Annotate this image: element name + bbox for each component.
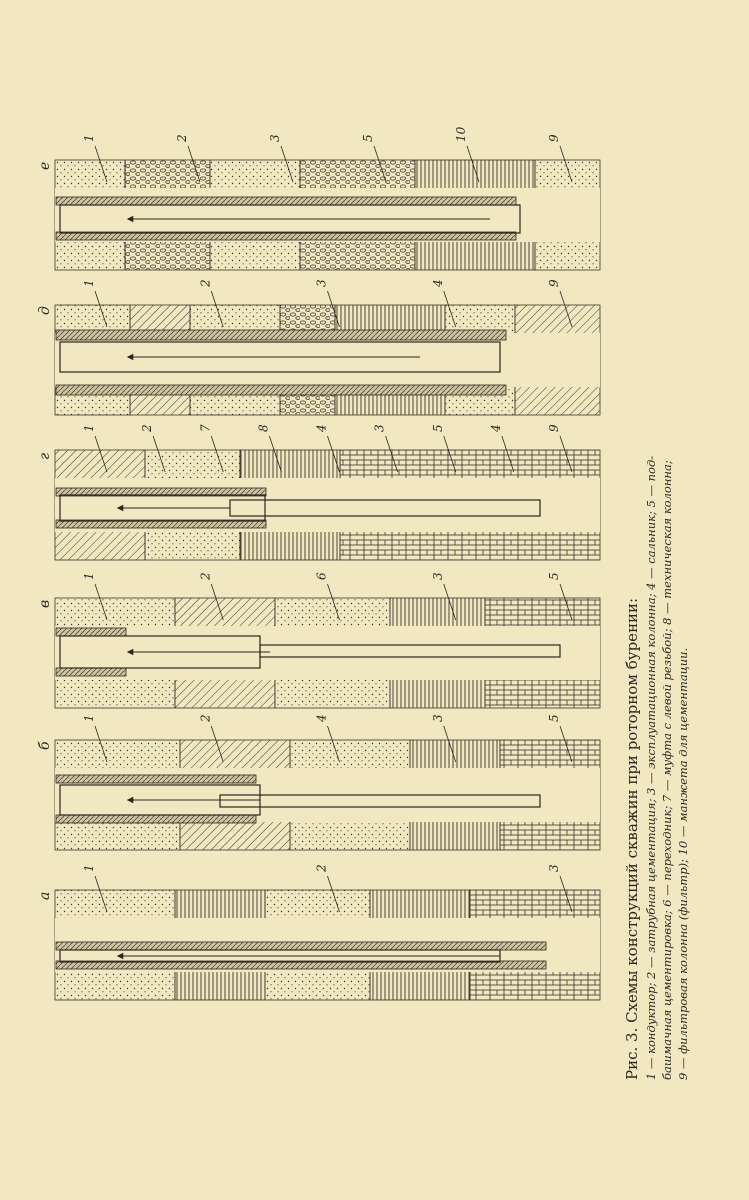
- cement-band: [56, 330, 506, 340]
- callout-number: 1: [82, 424, 96, 432]
- panel-e: [37, 126, 600, 270]
- caption-line-1: 1 — кондуктор; 2 — затрубная цементация; 3 — эксплуатационная колонна; 4 — сальник; 5 — под-: [644, 455, 658, 1080]
- callout-number: 9: [547, 424, 561, 432]
- panel-label: д: [37, 306, 53, 315]
- panel-v: [37, 572, 600, 708]
- cement-band: [56, 197, 516, 205]
- callout-number: 2: [198, 572, 213, 580]
- callout-number: 4: [488, 424, 503, 432]
- panel-b: [37, 714, 600, 850]
- callout-number: 1: [82, 134, 96, 142]
- callout-number: 4: [314, 714, 329, 722]
- callout-number: 2: [314, 864, 329, 872]
- callout-number: 3: [268, 134, 282, 142]
- callout-number: 1: [82, 572, 96, 580]
- callout-number: 7: [198, 424, 213, 432]
- callout-number: 8: [256, 424, 271, 432]
- callout-number: 3: [372, 424, 387, 432]
- caption-line-3: 9 — фильтровая колонна (фильтр); 10 — манжета для цементации.: [676, 647, 690, 1080]
- callout-number: 4: [314, 424, 329, 432]
- panel-label: г: [37, 452, 53, 460]
- callout-number: 3: [430, 572, 445, 580]
- callout-number: 1: [82, 279, 96, 287]
- callout-number: 9: [547, 279, 561, 287]
- callout-number: 2: [198, 279, 213, 287]
- cement-band: [56, 815, 256, 823]
- panel-label: е: [37, 161, 53, 170]
- panel-label: б: [37, 741, 53, 750]
- callout-number: 3: [430, 714, 445, 722]
- cement-band: [56, 668, 126, 676]
- callout-number: 3: [547, 864, 561, 872]
- callout-number: 9: [547, 134, 561, 142]
- well-bore: [55, 333, 600, 387]
- callout-number: 10: [454, 126, 468, 142]
- callout-number: 5: [547, 714, 561, 722]
- well-bore: [55, 626, 600, 680]
- cement-band: [56, 385, 506, 395]
- panel-g: [37, 424, 600, 560]
- panel-a: [37, 864, 600, 1000]
- callout-number: 4: [430, 279, 445, 287]
- callout-number: 5: [547, 572, 561, 580]
- cement-band: [56, 942, 546, 950]
- callout-number: 2: [140, 424, 155, 432]
- callout-number: 5: [361, 134, 375, 142]
- panels-group: [37, 126, 600, 1000]
- cement-band: [56, 628, 126, 636]
- callout-number: 5: [430, 424, 445, 432]
- callout-number: 3: [314, 279, 329, 287]
- cement-band: [56, 775, 256, 783]
- panel-label: в: [37, 599, 53, 608]
- panel-label: а: [37, 891, 53, 900]
- callout-number: 6: [314, 572, 329, 580]
- caption-title: Рис. 3. Схемы конструкций скважин при роторном бурении:: [623, 597, 641, 1080]
- panel-d: [37, 279, 600, 415]
- callout-number: 2: [198, 714, 213, 722]
- figure-caption: [623, 456, 690, 1080]
- callout-number: 1: [82, 714, 96, 722]
- callout-number: 2: [175, 134, 189, 142]
- caption-line-2: башмачная цементировка; 6 — переходник; 7 — муфта с левой резьбой; 8 — техническая колонна;: [660, 460, 674, 1080]
- callout-number: 1: [82, 864, 96, 872]
